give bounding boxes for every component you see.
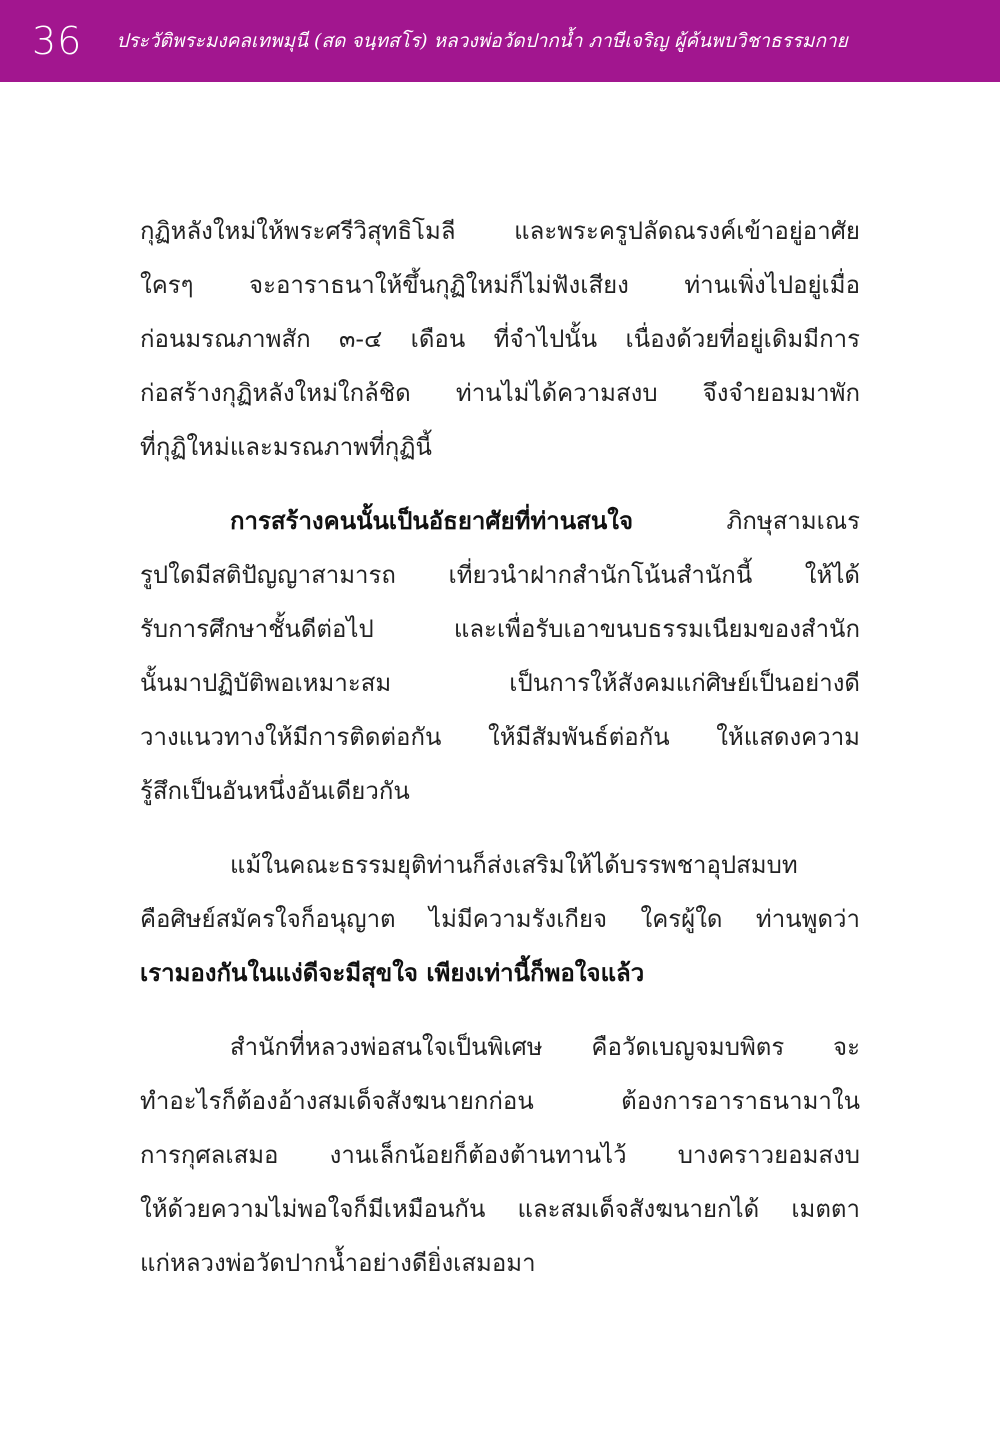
- paragraph-line: แม้ในคณะธรรมยุติท่านก็ส่งเสริมให้ได้บรรพชาอุปสมบท: [230, 851, 798, 879]
- paragraph-line: รับการศึกษาชั้นดีต่อไป และเพื่อรับเอาขนบธรรมเนียมของสำนัก: [140, 615, 860, 643]
- paragraph-3: [140, 838, 860, 1000]
- page-body: [140, 204, 860, 1310]
- paragraph-line: รู้สึกเป็นอันหนึ่งอันเดียวกัน: [140, 777, 410, 805]
- paragraph-line: ใครๆ จะอาราธนาให้ขึ้นกุฏิใหม่ก็ไม่ฟังเสียง ท่านเพิ่งไปอยู่เมื่อ: [140, 271, 860, 299]
- paragraph-1: [140, 204, 860, 474]
- bold-lead-text: การสร้างคนนั้นเป็นอัธยาศัยที่ท่านสนใจ: [230, 507, 634, 535]
- paragraph-line: ให้ด้วยความไม่พอใจก็มีเหมือนกัน และสมเด็จสังฆนายกได้ เมตตา: [140, 1195, 860, 1223]
- header-bar: [0, 0, 1000, 82]
- paragraph-line: รูปใดมีสติปัญญาสามารถ เที่ยวนำฝากสำนักโน้นสำนักนี้ ให้ได้: [140, 561, 860, 589]
- running-title: ประวัติพระมงคลเทพมุนี (สด จนฺทสโร) หลวงพ่อวัดปากน้ำ ภาษีเจริญ ผู้ค้นพบวิชาธรรมกาย: [116, 30, 848, 52]
- paragraph-line: วางแนวทางให้มีการติดต่อกัน ให้มีสัมพันธ์ต่อกัน ให้แสดงความ: [140, 723, 860, 751]
- paragraph-line: การกุศลเสมอ งานเล็กน้อยก็ต้องต้านทานไว้ บางคราวยอมสงบ: [140, 1141, 860, 1169]
- paragraph-line: ทำอะไรก็ต้องอ้างสมเด็จสังฆนายกก่อน ต้องการอาราธนามาใน: [140, 1087, 860, 1115]
- bold-quote: เรามองกันในแง่ดีจะมีสุขใจ เพียงเท่านี้ก็พอใจแล้ว: [140, 959, 645, 987]
- paragraph-text: ภิกษุสามเณร: [726, 507, 860, 535]
- paragraph-line: ก่อนมรณภาพสัก ๓-๔ เดือน ที่จำไปนั้น เนื่องด้วยที่อยู่เดิมมีการ: [140, 325, 860, 353]
- page-number: 36: [32, 19, 83, 63]
- paragraph-4: [140, 1020, 860, 1290]
- paragraph-line: สำนักที่หลวงพ่อสนใจเป็นพิเศษ คือวัดเบญจมบพิตร จะ: [230, 1033, 860, 1061]
- paragraph-line: [140, 946, 860, 1000]
- paragraph-line: คือศิษย์สมัครใจก็อนุญาต ไม่มีความรังเกียจ ใครผู้ใด ท่านพูดว่า: [140, 905, 860, 933]
- paragraph-line: แก่หลวงพ่อวัดปากน้ำอย่างดียิ่งเสมอมา: [140, 1249, 536, 1277]
- paragraph-line: นั้นมาปฏิบัติพอเหมาะสม เป็นการให้สังคมแก่ศิษย์เป็นอย่างดี: [140, 669, 860, 697]
- paragraph-2: [140, 494, 860, 818]
- paragraph-line: กุฏิหลังใหม่ให้พระศรีวิสุทธิโมลี และพระครูปลัดณรงค์เข้าอยู่อาศัย: [140, 217, 860, 245]
- paragraph-line: ที่กุฏิใหม่และมรณภาพที่กุฏินี้: [140, 433, 432, 461]
- paragraph-line: ก่อสร้างกุฏิหลังใหม่ใกล้ชิด ท่านไม่ได้ความสงบ จึงจำยอมมาพัก: [140, 379, 860, 407]
- paragraph-first-line: [140, 494, 860, 548]
